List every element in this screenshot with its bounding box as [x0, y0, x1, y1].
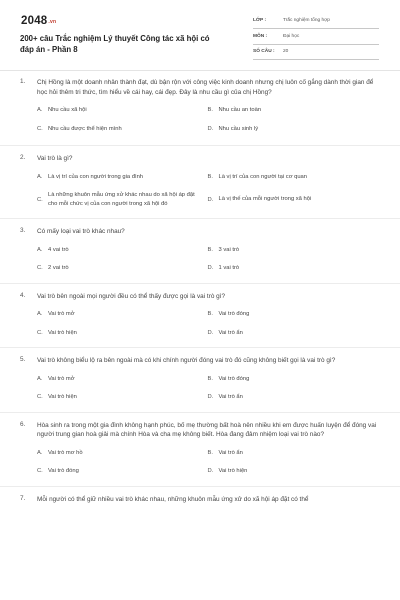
answer-text: Nhu cầu xã hội: [48, 107, 87, 113]
answer-options: [37, 310, 378, 347]
question-list: [0, 78, 400, 504]
question-text: Có mấy loại vai trò khác nhau?: [37, 228, 125, 235]
site-logo[interactable]: [21, 15, 56, 27]
answer-text: 2 vai trò: [48, 265, 69, 271]
meta-value: Trắc nghiệm tổng hợp: [283, 18, 330, 23]
answer-text: 3 vai trò: [218, 246, 240, 253]
answer-letter: A.: [37, 107, 43, 114]
answer-text: Vai trò ẩn: [218, 394, 243, 400]
answer-text: Nhu cầu sinh lý: [218, 125, 259, 132]
answer-text: 4 vai trò: [48, 246, 69, 253]
question-number: 6.: [20, 420, 26, 428]
answer-letter: B.: [207, 107, 213, 114]
answer-option[interactable]: [208, 106, 379, 115]
answer-option[interactable]: [208, 125, 379, 134]
answer-letter: D.: [207, 125, 214, 132]
answer-option[interactable]: [37, 449, 208, 458]
answer-text: Vai trò đóng: [218, 375, 250, 382]
answer-option[interactable]: [208, 375, 379, 384]
answer-text: Là những khuôn mẫu ứng xử khác nhau do xã hội áp đặt cho mỗi chức vị của con người trong xã hội đó: [48, 192, 195, 207]
answer-option[interactable]: [37, 375, 208, 384]
answer-option[interactable]: [37, 329, 208, 338]
answer-text: Vai trò hiện: [48, 394, 77, 400]
answer-option[interactable]: [208, 310, 379, 319]
answer-options: [37, 246, 378, 283]
answer-letter: D.: [207, 329, 214, 336]
meta-value: 20: [283, 49, 289, 54]
answer-option[interactable]: [37, 393, 208, 402]
question-divider: [0, 145, 400, 146]
answer-letter: B.: [207, 375, 213, 382]
answer-letter: D.: [207, 196, 214, 203]
answer-letter: B.: [207, 173, 213, 180]
answer-options: [37, 375, 378, 412]
question-number: 7.: [20, 494, 26, 502]
question-text: Vai trò không biểu lộ ra bên ngoài mà có khi chính người đóng vai trò đó cũng không biết gọi là vai trò gì?: [37, 357, 336, 364]
question-item: [0, 292, 400, 348]
answer-option[interactable]: [208, 449, 379, 458]
meta-label: SỐ CÂU :: [253, 49, 275, 54]
answer-letter: D.: [207, 265, 214, 272]
question-text: Hòa sinh ra trong một gia đình không hạnh phúc, bố mẹ thường bất hoà nên nhiều khi em được huấn luyện để đóng vai người trung gian hoà giải mà chính Hòa và cha mẹ không biết. Hòa đang đảm nhiệm loại vai trò nào?: [37, 421, 377, 438]
answer-text: Là vị thế của mỗi người trong xã hội: [218, 196, 312, 203]
answer-letter: B.: [207, 246, 213, 253]
question-number: 4.: [20, 291, 26, 299]
answer-option[interactable]: [208, 264, 379, 273]
question-divider: [0, 412, 400, 413]
meta-row-count: [253, 45, 379, 60]
question-number: 5.: [20, 356, 26, 363]
answer-option[interactable]: [37, 173, 208, 182]
header-divider: [0, 70, 400, 71]
answer-options: [37, 106, 378, 143]
answer-text: Vai trò mơ hồ: [48, 449, 83, 456]
answer-option[interactable]: [208, 329, 379, 338]
answer-option[interactable]: [208, 393, 379, 402]
answer-text: Vai trò đóng: [48, 468, 79, 474]
question-divider: [0, 283, 400, 284]
answer-letter: A.: [37, 173, 43, 180]
document-header: [0, 0, 400, 70]
question-number: 1.: [20, 78, 26, 85]
question-item: [0, 421, 400, 486]
meta-label: MÔN :: [253, 33, 268, 39]
answer-text: Nhu cầu an toàn: [218, 107, 262, 113]
question-divider: [0, 218, 400, 219]
logo-suffix: .vn: [48, 19, 57, 25]
question-item: [0, 356, 400, 412]
answer-letter: B.: [207, 449, 213, 456]
meta-value: Đại học: [283, 33, 300, 39]
answer-letter: C.: [37, 468, 43, 475]
answer-letter: A.: [37, 375, 43, 382]
answer-letter: C.: [37, 196, 43, 203]
answer-letter: A.: [37, 311, 43, 318]
answer-letter: D.: [207, 394, 214, 401]
logo-text: 2048: [21, 15, 48, 27]
answer-letter: C.: [37, 265, 43, 272]
answer-option[interactable]: [37, 310, 208, 319]
answer-option[interactable]: [208, 246, 379, 255]
meta-row-class: [253, 14, 379, 29]
answer-text: Vai trò ẩn: [218, 329, 243, 336]
answer-letter: C.: [37, 394, 43, 401]
answer-option[interactable]: [208, 467, 379, 476]
question-divider: [0, 486, 400, 487]
answer-letter: D.: [207, 468, 214, 475]
answer-option[interactable]: [37, 106, 208, 115]
meta-label: LỚP :: [253, 18, 267, 23]
question-item: [0, 495, 400, 505]
answer-text: Vai trò mở: [48, 375, 75, 382]
question-item: [0, 154, 400, 218]
answer-text: Là vị trí của con người trong gia đình: [48, 173, 144, 180]
answer-letter: C.: [37, 125, 43, 132]
question-text: Vai trò bên ngoài mọi người đều có thể thấy được gọi là vai trò gì?: [37, 292, 226, 300]
question-number: 3.: [20, 227, 26, 234]
answer-text: Vai trò hiện: [218, 468, 248, 474]
meta-row-subject: [253, 30, 379, 45]
answer-option[interactable]: [37, 246, 208, 255]
answer-text: Vai trò ẩn: [218, 449, 243, 456]
question-text: Chị Hồng là một doanh nhân thành đạt, dù bận rộn với công việc kinh doanh nhưng chị luôn cố gắng dành thời gian để học hỏi thêm tri thức, tìm hiểu về cái hay, cái đẹp. Đây là nhu cầu gì của chị Hồng?: [37, 79, 374, 96]
answer-text: Là vị trí của con người tại cơ quan: [218, 173, 307, 180]
question-text: Vai trò là gì?: [37, 155, 73, 162]
answer-text: Vai trò hiện: [48, 329, 77, 336]
answer-text: Vai trò mở: [48, 311, 75, 317]
document-title: 200+ câu Trắc nghiệm Lý thuyết Công tác xã hội có đáp án - Phần 8: [20, 34, 210, 54]
answer-text: 1 vai trò: [218, 265, 240, 271]
question-divider: [0, 347, 400, 348]
answer-option[interactable]: [208, 191, 379, 208]
answer-letter: C.: [37, 329, 43, 336]
question-number: 2.: [20, 154, 26, 161]
answer-letter: A.: [37, 449, 43, 456]
answer-text: Nhu cầu được thể hiện mình: [48, 125, 122, 132]
document-meta: [253, 14, 379, 61]
answer-options: [37, 173, 378, 219]
question-item: [0, 78, 400, 143]
answer-option[interactable]: [37, 467, 208, 476]
answer-options: [37, 449, 378, 486]
answer-letter: A.: [37, 246, 43, 253]
question-item: [0, 227, 400, 283]
answer-option[interactable]: [37, 191, 208, 208]
answer-text: Vai trò đóng: [218, 311, 250, 317]
answer-option[interactable]: [37, 264, 208, 273]
question-text: Mỗi người có thể giữ nhiều vai trò khác nhau, những khuôn mẫu ứng xử do xã hội áp đặt có thể: [37, 495, 309, 503]
answer-letter: B.: [207, 311, 213, 318]
answer-option[interactable]: [208, 173, 379, 182]
answer-option[interactable]: [37, 125, 208, 134]
